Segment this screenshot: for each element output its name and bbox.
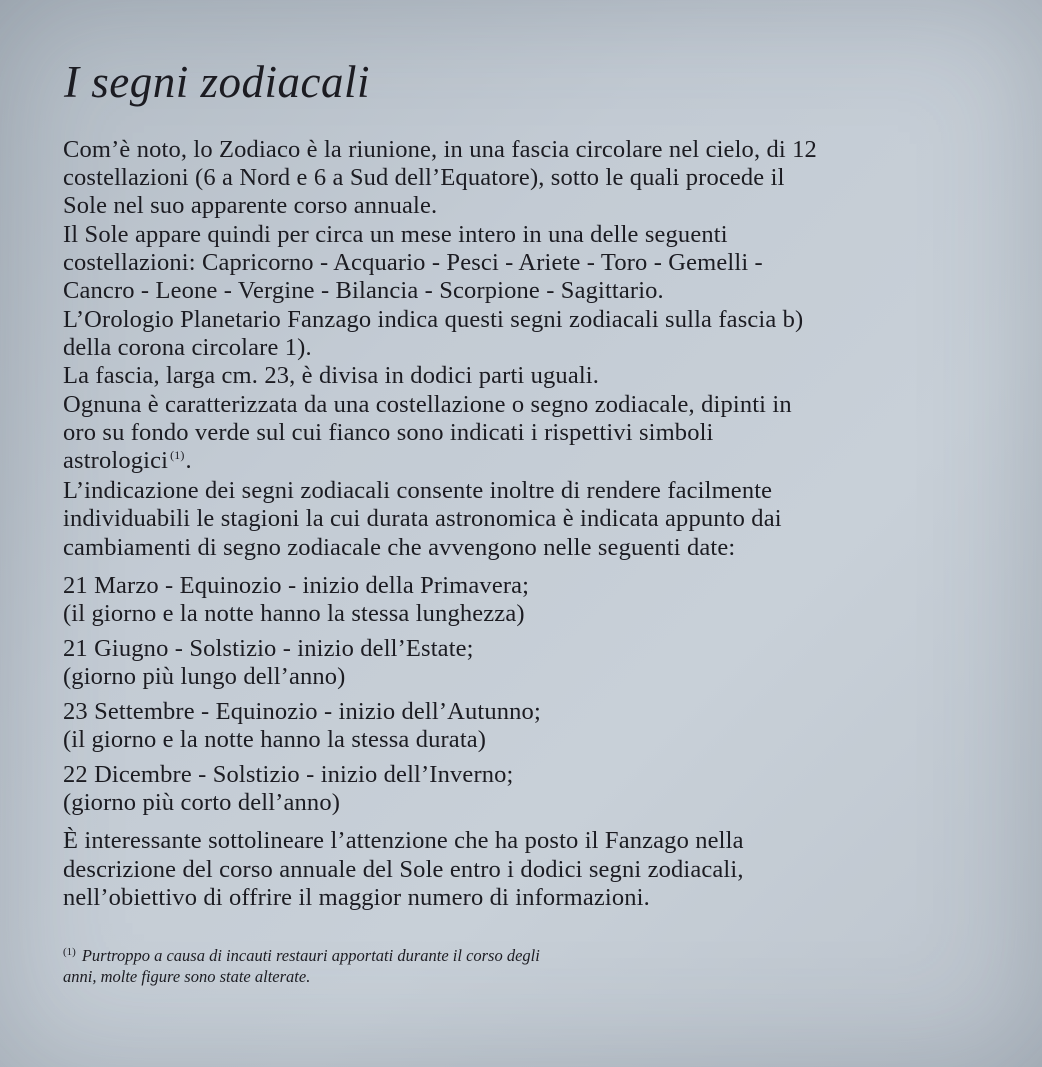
text-line: È interessante sottolineare l’attenzione che ha posto il Fanzago nella [63, 827, 744, 854]
text-line: costellazioni (6 a Nord e 6 a Sud dell’Equatore), sotto le quali procede il [63, 164, 785, 191]
date-entry-title: 21 Marzo - Equinozio - inizio della Primavera; [63, 572, 530, 599]
text-line: costellazioni: Capricorno - Acquario - Pesci - Ariete - Toro - Gemelli - [63, 249, 763, 276]
text-line: oro su fondo verde sul cui fianco sono indicati i rispettivi simboli [63, 419, 714, 446]
date-entry-title: 21 Giugno - Solstizio - inizio dell’Estate; [63, 635, 474, 662]
astro-tail: . [185, 447, 192, 474]
text-line [63, 449, 192, 474]
text-line: della corona circolare 1). [63, 334, 312, 361]
text-line: nell’obiettivo di offrire il maggior numero di informazioni. [63, 884, 650, 911]
date-entry-note: (giorno più corto dell’anno) [63, 789, 341, 816]
text-line: descrizione del corso annuale del Sole entro i dodici segni zodiacali, [63, 856, 744, 883]
page-title: I segni zodiacali [64, 57, 370, 107]
footnote-line: anni, molte figure sono state alterate. [63, 967, 311, 986]
date-entry-note: (il giorno e la notte hanno la stessa lunghezza) [63, 600, 525, 627]
text-line: L’Orologio Planetario Fanzago indica questi segni zodiacali sulla fascia b) [63, 306, 804, 333]
text-line: La fascia, larga cm. 23, è divisa in dodici parti uguali. [63, 362, 600, 389]
footnote-text: Purtroppo a causa di incauti restauri apportati durante il corso degli [81, 946, 540, 965]
date-entry-title: 22 Dicembre - Solstizio - inizio dell’Inverno; [63, 761, 514, 788]
text-line: Sole nel suo apparente corso annuale. [63, 192, 438, 219]
text-line: individuabili le stagioni la cui durata astronomica è indicata appunto dai [63, 505, 782, 532]
footnote-reference: (1) [170, 448, 185, 462]
date-entry-note: (giorno più lungo dell’anno) [63, 663, 346, 690]
text-line: cambiamenti di segno zodiacale che avvengono nelle seguenti date: [63, 534, 736, 561]
text-line: Com’è noto, lo Zodiaco è la riunione, in una fascia circolare nel cielo, di 12 [63, 136, 817, 163]
date-entry-title: 23 Settembre - Equinozio - inizio dell’Autunno; [63, 698, 541, 725]
footnote-mark: (1) [63, 946, 76, 958]
text-line: Ognuna è caratterizzata da una costellazione o segno zodiacale, dipinti in [63, 391, 792, 418]
text-line: L’indicazione dei segni zodiacali consente inoltre di rendere facilmente [63, 477, 773, 504]
text-line: Il Sole appare quindi per circa un mese intero in una delle seguenti [63, 221, 728, 248]
footnote-line [63, 947, 540, 965]
astro-word: astrologici [63, 447, 169, 474]
date-entry-note: (il giorno e la notte hanno la stessa durata) [63, 726, 487, 753]
text-line: Cancro - Leone - Vergine - Bilancia - Scorpione - Sagittario. [63, 277, 664, 304]
